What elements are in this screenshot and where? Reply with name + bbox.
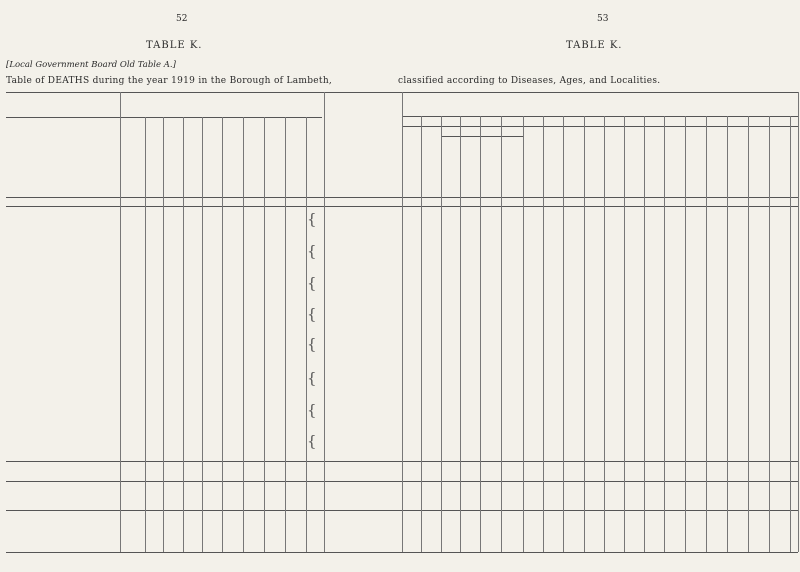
- cause-column-rule: [460, 116, 461, 552]
- table-label-right: TABLE K.: [566, 40, 623, 51]
- cause-column-rule: [543, 116, 544, 552]
- bottom-rule: [6, 552, 798, 553]
- names-column-rule: [120, 92, 121, 552]
- left-header-rule: [6, 117, 322, 118]
- cause-column-rule: [604, 116, 605, 552]
- table-title-right: classified according to Diseases, Ages, and Localities.: [398, 76, 661, 86]
- subtitle: [Local Government Board Old Table A.]: [6, 60, 176, 70]
- cause-column-rule: [790, 116, 791, 552]
- right-edge-rule: [798, 92, 799, 552]
- brace: {: [307, 369, 317, 387]
- brace: {: [307, 401, 317, 419]
- brace: {: [307, 242, 317, 260]
- brace: {: [307, 305, 317, 323]
- cause-column-rule: [523, 116, 524, 552]
- brace: {: [307, 210, 317, 228]
- cause-column-rule: [748, 116, 749, 552]
- page-number-left: 52: [176, 14, 188, 24]
- cause-column-rule: [584, 116, 585, 552]
- cause-column-rule: [685, 116, 686, 552]
- brace: {: [307, 432, 317, 450]
- cause-column-rule: [421, 116, 422, 552]
- age-column-rule: [163, 117, 164, 552]
- age-column-rule: [324, 92, 325, 552]
- age-column-rule: [222, 117, 223, 552]
- cause-column-rule: [441, 116, 442, 552]
- cause-column-rule: [501, 116, 502, 552]
- age-column-rule: [264, 117, 265, 552]
- cause-column-rule: [480, 116, 481, 552]
- brace: {: [307, 274, 317, 292]
- cause-column-rule: [706, 116, 707, 552]
- table-title-left: Table of DEATHS during the year 1919 in the Borough of Lambeth,: [6, 76, 333, 86]
- age-column-rule: [145, 117, 146, 552]
- age-column-rule: [183, 117, 184, 552]
- age-column-rule: [202, 117, 203, 552]
- fevers-rule: [441, 136, 523, 137]
- cause-column-rule: [769, 116, 770, 552]
- right-header-rule: [402, 116, 798, 117]
- cause-column-rule: [644, 116, 645, 552]
- cause-column-rule: [563, 116, 564, 552]
- age-column-rule: [285, 117, 286, 552]
- age-column-rule: [243, 117, 244, 552]
- cause-column-rule: [624, 116, 625, 552]
- cause-block-rule: [402, 92, 403, 552]
- table-label-left: TABLE K.: [146, 40, 203, 51]
- page-number-right: 53: [597, 14, 609, 24]
- numbers-rule: [402, 126, 798, 127]
- cause-column-rule: [727, 116, 728, 552]
- brace: {: [307, 335, 317, 353]
- cause-column-rule: [664, 116, 665, 552]
